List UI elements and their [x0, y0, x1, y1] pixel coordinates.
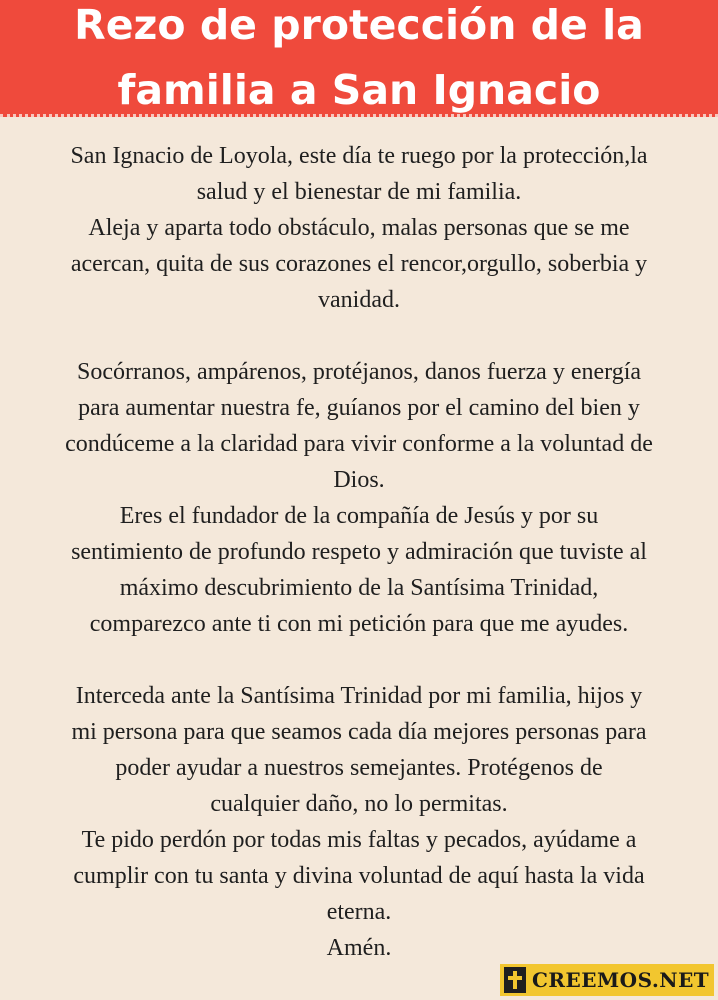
prayer-line: Amén. [326, 935, 392, 961]
prayer-line: San Ignacio de Loyola, este día te ruego por la protección,la [70, 143, 648, 169]
prayer-line: para aumentar nuestra fe, guíanos por el camino del bien y [78, 395, 640, 421]
cross-book-icon [504, 967, 526, 993]
prayer-text [8, 138, 710, 966]
site-logo[interactable] [500, 964, 714, 996]
prayer-line: mi persona para que seamos cada día mejores personas para [71, 719, 647, 745]
prayer-line: máximo descubrimiento de la Santísima Trinidad, [119, 575, 599, 601]
prayer-line: sentimiento de profundo respeto y admiración que tuviste al [71, 539, 647, 565]
paragraph-spacer [8, 318, 710, 354]
prayer-line: cumplir con tu santa y divina voluntad de aquí hasta la vida [73, 863, 645, 889]
prayer-line: Aleja y aparta todo obstáculo, malas personas que se me [88, 215, 630, 241]
paragraph-spacer [8, 642, 710, 678]
title-banner [0, 0, 718, 117]
page-title-line-1: Rezo de protección de la [74, 1, 644, 49]
prayer-line: acercan, quita de sus corazones el rencor,orgullo, soberbia y [70, 251, 648, 277]
prayer-line: Socórranos, ampárenos, protéjanos, danos fuerza y energía [76, 359, 642, 385]
prayer-line: Interceda ante la Santísima Trinidad por mi familia, hijos y [75, 683, 643, 709]
prayer-line: salud y el bienestar de mi familia. [196, 179, 522, 205]
site-logo-text: CREEMOS.NET [532, 968, 710, 992]
prayer-line: condúceme a la claridad para vivir conforme a la voluntad de [65, 431, 653, 457]
page-title-line-2: familia a San Ignacio [117, 66, 601, 114]
prayer-line: poder ayudar a nuestros semejantes. Protégenos de [115, 755, 603, 781]
prayer-line: Te pido perdón por todas mis faltas y pecados, ayúdame a [81, 827, 637, 853]
prayer-line: Dios. [333, 467, 385, 493]
prayer-line: vanidad. [318, 287, 400, 313]
prayer-line: Eres el fundador de la compañía de Jesús y por su [119, 503, 599, 529]
prayer-line: eterna. [326, 899, 392, 925]
prayer-line: cualquier daño, no lo permitas. [210, 791, 508, 817]
prayer-line: comparezco ante ti con mi petición para que me ayudes. [89, 611, 629, 637]
